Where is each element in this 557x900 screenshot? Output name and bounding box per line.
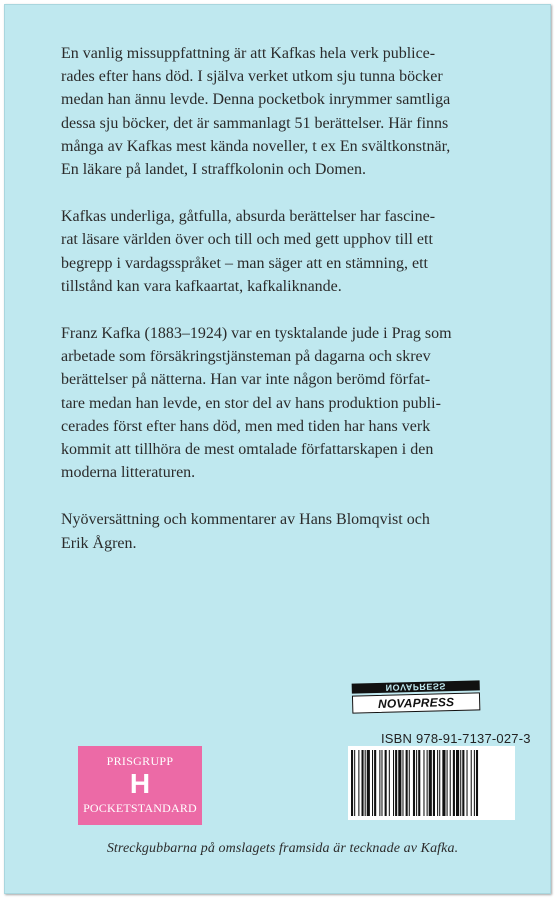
barcode-bar [467, 750, 468, 816]
text-line: Kafkas underliga, gåtfulla, absurda berättelser har fascine- [61, 208, 436, 226]
description-text [61, 42, 531, 579]
barcode-bar [471, 750, 472, 816]
text-line: tare medan han levde, en stor del av hans produktion publi- [61, 394, 441, 412]
text-line: Erik Ågren. [61, 534, 137, 552]
text-line: moderna litteraturen. [61, 464, 196, 482]
text-line: tillstånd kan vara kafkaartat, kafkaliknande. [61, 277, 342, 295]
barcode-bar [374, 750, 376, 816]
barcode-bar [393, 750, 394, 816]
barcode-bar [402, 750, 403, 816]
barcode-bar [379, 750, 380, 816]
text-line: berättelser på nätterna. Han var inte någon berömd förfat- [61, 371, 431, 389]
barcode-bar [381, 750, 382, 816]
barcode-bar [476, 750, 478, 816]
barcode-bar [453, 750, 455, 816]
badge-label-top: PRISGRUPP [106, 754, 174, 768]
barcode-bar [372, 750, 373, 816]
barcode-bar [456, 750, 459, 816]
text-line: Franz Kafka (1883–1924) var en tysktalande jude i Prag som [61, 325, 452, 343]
barcode-bar [398, 750, 401, 816]
barcode-bar [460, 750, 461, 816]
barcode-bar [433, 750, 435, 816]
text-line: begrepp i vardagsspråket – man säger att en stämning, ett [61, 254, 428, 272]
book-back-cover [4, 4, 551, 894]
price-group-badge [78, 746, 202, 825]
paragraph-translators [61, 508, 531, 554]
barcode-bar [365, 750, 366, 816]
barcode-bar [413, 750, 415, 816]
barcode-bar [447, 750, 448, 816]
isbn-barcode [348, 746, 515, 820]
badge-letter: H [129, 768, 151, 799]
text-line: kommit att tillhöra de mest omtalade författarskapen i den [61, 441, 434, 459]
text-line: cerades först efter hans död, men med tiden har hans verk [61, 417, 431, 435]
barcode-bar [354, 750, 355, 816]
barcode-bar [423, 750, 424, 816]
text-line: rades efter hans död. I själva verket utkom sju tunna böcker [61, 68, 443, 86]
text-line: dessa sju böcker, det är sammanlagt 51 berättelser. Här finns [61, 114, 449, 132]
text-line: medan han ännu levde. Denna pocketbok inrymmer samtliga [61, 91, 451, 109]
novapress-logo [352, 680, 481, 713]
barcode-bar [474, 750, 475, 816]
text-line: många av Kafkas mest kända noveller, t ex En svältkonstnär, [61, 137, 451, 155]
logo-wordmark: NOVAPRESS [352, 692, 480, 713]
paragraph-biography [61, 322, 531, 484]
isbn-number: ISBN 978-91-7137-027-3 [381, 731, 531, 746]
barcode-bar [385, 750, 387, 816]
barcode-bar [462, 750, 464, 816]
barcode-bar [442, 750, 445, 816]
text-line: arbetade som försäkringstjänsteman på dagarna och skrev [61, 348, 431, 366]
logo-mirrored-wordmark: NOVAPRESS [352, 680, 480, 693]
barcode-bar [427, 750, 428, 816]
barcode-bar [429, 750, 432, 816]
cover-credit-note: Streckgubbarna på omslagets framsida är tecknade av Kafka. [106, 841, 459, 856]
barcode-bar [358, 750, 359, 816]
barcode-bar [362, 750, 364, 816]
barcode-bar [367, 750, 370, 816]
barcode-bar [418, 750, 420, 816]
barcode-bar [437, 750, 438, 816]
paragraph-reception [61, 205, 531, 298]
barcode-bar [395, 750, 397, 816]
paragraph-intro [61, 42, 531, 181]
barcode-bar [406, 750, 408, 816]
barcode-graphic [348, 746, 515, 820]
text-line: En vanlig missuppfattning är att Kafkas hela verk publice- [61, 45, 436, 62]
barcode-bar [351, 750, 353, 816]
barcode-bar [450, 750, 451, 816]
barcode-bar [409, 750, 410, 816]
text-line: En läkare på landet, I straffkolonin och Domen. [61, 161, 366, 179]
text-line: rat läsare världen över och till och med gett upphov till ett [61, 231, 433, 249]
text-line: Nyöversättning och kommentarer av Hans Blomqvist och [61, 511, 430, 529]
barcode-bar [439, 750, 440, 816]
barcode-bar [389, 750, 390, 816]
badge-label-bottom: POCKETSTANDARD [83, 801, 197, 815]
barcode-bar [416, 750, 417, 816]
